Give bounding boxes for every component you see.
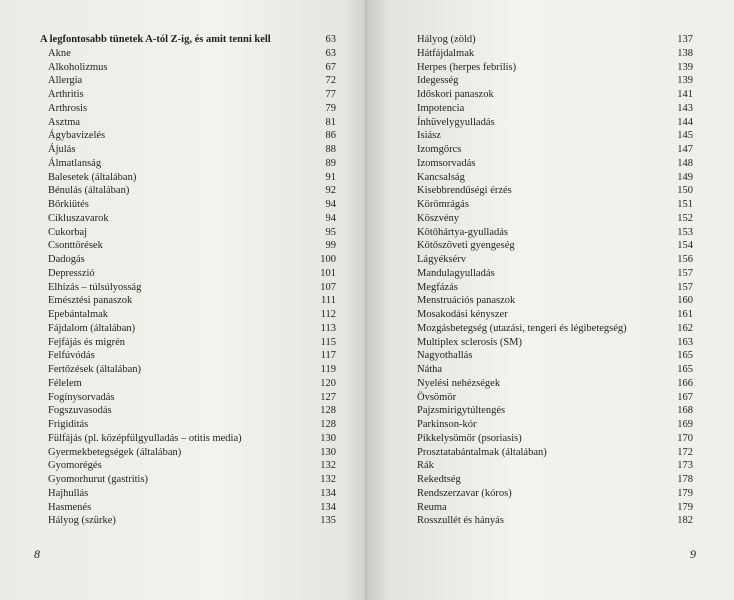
page-number-left: 8 [34,547,40,561]
entry-title: Mosakodási kényszer [417,309,508,320]
contents-entry [417,404,693,418]
entry-title: Multiplex sclerosis (SM) [417,336,522,348]
entry-page-number: 79 [325,102,336,114]
contents-entry [40,184,336,198]
entry-title: Emésztési panaszok [48,295,133,307]
entry-page-number: 130 [320,446,336,458]
contents-entry [40,226,336,240]
entry-page-number: 137 [677,34,693,45]
contents-entry [417,349,693,363]
entry-page-number: 138 [677,47,693,59]
contents-entry [417,102,693,116]
entry-page-number: 63 [325,47,336,59]
contents-entry [40,102,336,116]
contents-entry [417,184,693,198]
contents-entry [40,198,336,212]
entry-page-number: 95 [325,226,336,238]
entry-page-number: 120 [320,377,336,389]
entry-page-number: 152 [677,212,693,224]
entry-title: Fogszuvasodás [48,405,112,417]
entry-title: Izomgörcs [417,144,462,155]
contents-entry [417,363,693,377]
contents-entry [40,47,336,61]
contents-entry [417,212,693,226]
contents-entry [40,391,336,405]
contents-entry [40,418,336,432]
entry-title: Kisebbrendűségi érzés [417,185,512,197]
contents-heading [40,33,336,47]
contents-entry [417,116,693,130]
entry-page-number: 144 [677,116,693,128]
entry-page-number: 139 [677,61,693,73]
contents-entry [40,363,336,377]
contents-entry [40,239,336,253]
contents-entry [40,143,336,157]
entry-page-number: 130 [320,432,336,444]
entry-page-number: 145 [677,130,693,142]
contents-entry [40,294,336,308]
entry-page-number: 92 [325,185,336,197]
contents-entry [417,198,693,212]
contents-entry [417,239,693,253]
entry-page-number: 165 [677,364,693,375]
entry-page-number: 179 [677,501,693,513]
entry-page-number: 134 [320,487,336,499]
entry-page-number: 169 [677,419,693,430]
contents-entry [417,74,693,88]
contents-entry [417,336,693,350]
entry-page-number: 86 [325,130,336,142]
entry-page-number: 115 [320,336,336,348]
entry-title: Hasmenés [48,501,92,513]
entry-title: Balesetek (általában) [48,171,137,183]
entry-title: Fejfájás és migrén [48,336,125,348]
entry-title: Ágybavizelés [48,130,106,142]
contents-entry [417,377,693,391]
entry-page-number: 173 [677,460,693,472]
contents-entry [417,226,693,240]
entry-title: Hályog (szürke) [48,515,116,527]
entry-title: Hajhullás [48,487,89,499]
entry-title: Mandulagyulladás [417,267,495,279]
entry-title: Félelem [48,377,82,389]
entry-title: Rosszullét és hányás [417,515,504,527]
entry-title: Bőrkiütés [48,199,89,210]
entry-page-number: 77 [325,89,336,100]
entry-page-number: 135 [320,515,336,527]
entry-title: Fülfájás (pl. középfülgyulladás – otitis media) [48,432,242,444]
entry-page-number: 167 [677,391,693,403]
entry-page-number: 99 [325,240,336,252]
contents-entry [417,33,693,47]
entry-title: Időskori panaszok [417,89,494,100]
contents-entry [40,349,336,363]
entry-page-number: 101 [320,267,336,279]
entry-page-number: 94 [325,199,336,210]
right-contents-list [417,33,693,528]
contents-entry [417,322,693,336]
entry-title: Rekedtség [417,474,461,485]
entry-title: Lágyéksérv [417,254,466,265]
contents-entry [417,267,693,281]
entry-page-number: 153 [677,226,693,238]
contents-entry [40,61,336,75]
contents-entry [40,377,336,391]
entry-title: Arthrosis [48,102,88,114]
heading-page: 63 [325,34,336,45]
entry-title: Cikluszavarok [48,212,109,224]
contents-entry [417,487,693,501]
entry-title: Epebántalmak [48,309,109,320]
contents-entry [40,129,336,143]
contents-entry [40,308,336,322]
entry-title: Dadogás [48,254,85,265]
entry-title: Rák [417,460,434,472]
entry-title: Elhízás – túlsúlyosság [48,281,142,293]
entry-title: Ínhüvelygyulladás [417,116,495,128]
left-contents-list [40,33,336,528]
entry-title: Ájulás [48,144,76,155]
entry-page-number: 154 [677,240,693,252]
contents-entry [417,391,693,405]
entry-title: Nátha [417,364,443,375]
entry-title: Allergia [48,75,83,87]
entry-page-number: 127 [320,391,336,403]
entry-title: Arthritis [48,89,84,100]
entry-title: Idegesség [417,75,459,87]
entry-title: Pikkelysömör (psoriasis) [417,432,522,444]
entry-title: Menstruációs panaszok [417,295,516,307]
entry-page-number: 113 [320,322,336,334]
entry-page-number: 172 [677,446,693,458]
contents-entry [417,514,693,528]
entry-page-number: 147 [677,144,693,155]
contents-entry [40,404,336,418]
contents-entry [40,459,336,473]
entry-page-number: 112 [320,309,336,320]
entry-title: Reuma [417,501,447,513]
entry-page-number: 132 [320,460,336,472]
contents-entry [417,281,693,295]
contents-entry [417,418,693,432]
entry-page-number: 94 [325,212,336,224]
contents-entry [40,501,336,515]
entry-title: Cukorbaj [48,226,88,238]
entry-page-number: 148 [677,157,693,169]
contents-entry [40,116,336,130]
entry-page-number: 156 [677,254,693,265]
entry-title: Mozgásbetegség (utazási, tengeri és légibetegség) [417,322,627,334]
entry-page-number: 157 [677,281,693,293]
entry-page-number: 163 [677,336,693,348]
entry-page-number: 128 [320,419,336,430]
entry-title: Izomsorvadás [417,157,476,169]
entry-title: Álmatlanság [48,157,102,169]
contents-entry [417,501,693,515]
entry-page-number: 157 [677,267,693,279]
contents-entry [40,336,336,350]
contents-entry [417,171,693,185]
entry-title: Megfázás [417,281,458,293]
right-page [367,0,734,600]
entry-page-number: 161 [677,309,693,320]
contents-entry [417,88,693,102]
entry-page-number: 165 [677,350,693,362]
entry-page-number: 67 [325,61,336,73]
entry-page-number: 117 [320,350,336,362]
contents-entry [40,267,336,281]
entry-page-number: 141 [677,89,693,100]
contents-entry [40,74,336,88]
entry-title: Körömrágás [417,199,469,210]
entry-page-number: 132 [320,474,336,485]
contents-entry [40,212,336,226]
entry-page-number: 178 [677,474,693,485]
entry-page-number: 89 [325,157,336,169]
entry-page-number: 88 [325,144,336,155]
entry-title: Pajzsmirigytúltengés [417,405,506,417]
contents-entry [40,446,336,460]
contents-entry [417,473,693,487]
contents-entry [417,432,693,446]
entry-title: Frigiditás [48,419,89,430]
entry-title: Fertőzések (általában) [48,364,141,375]
contents-entry [417,294,693,308]
entry-page-number: 149 [677,171,693,183]
entry-title: Bénulás (általában) [48,185,130,197]
entry-page-number: 160 [677,295,693,307]
entry-page-number: 111 [321,295,336,307]
entry-page-number: 72 [325,75,336,87]
entry-title: Parkinson-kór [417,419,477,430]
entry-title: Gyomorégés [48,460,102,472]
entry-page-number: 139 [677,75,693,87]
contents-entry [40,514,336,528]
entry-title: Nyelési nehézségek [417,377,501,389]
contents-entry [417,47,693,61]
entry-title: Hályog (zöld) [417,34,476,45]
entry-title: Depresszió [48,267,95,279]
entry-page-number: 128 [320,405,336,417]
entry-page-number: 182 [677,515,693,527]
entry-title: Rendszerzavar (kóros) [417,487,512,499]
entry-page-number: 170 [677,432,693,444]
contents-entry [40,253,336,267]
page-number-right: 9 [690,547,696,561]
contents-entry [40,171,336,185]
entry-title: Kancsalság [417,171,465,183]
entry-title: Prosztatabántalmak (általában) [417,446,547,458]
entry-title: Csonttörések [48,240,103,252]
contents-entry [417,459,693,473]
entry-title: Gyomorhurut (gastritis) [48,474,149,485]
entry-page-number: 168 [677,405,693,417]
entry-page-number: 119 [320,364,336,375]
entry-page-number: 107 [320,281,336,293]
entry-title: Fogínysorvadás [48,391,115,403]
entry-title: Isiász [417,130,441,142]
contents-entry [417,446,693,460]
entry-title: Impotencia [417,102,465,114]
entry-page-number: 179 [677,487,693,499]
entry-page-number: 134 [320,501,336,513]
entry-title: Hátfájdalmak [417,47,475,59]
contents-entry [40,281,336,295]
entry-title: Kötőhártya-gyulladás [417,226,508,238]
entry-page-number: 151 [677,199,693,210]
entry-title: Herpes (herpes febrilis) [417,61,517,73]
entry-page-number: 143 [677,102,693,114]
contents-entry [417,253,693,267]
entry-title: Övsömör [417,391,457,403]
entry-title: Alkoholizmus [48,61,108,73]
entry-title: Fájdalom (általában) [48,322,136,334]
entry-title: Nagyothallás [417,350,473,362]
entry-page-number: 162 [677,322,693,334]
entry-page-number: 100 [320,254,336,265]
entry-title: Felfúvódás [48,350,95,362]
contents-entry [40,157,336,171]
entry-page-number: 166 [677,377,693,389]
contents-entry [417,157,693,171]
entry-title: Köszvény [417,212,459,224]
contents-entry [417,143,693,157]
heading-title: A legfontosabb tünetek A-tól Z-ig, és amit tenni kell [40,34,271,45]
contents-entry [417,129,693,143]
contents-entry [40,322,336,336]
entry-title: Akne [48,47,71,59]
contents-entry [40,473,336,487]
entry-page-number: 91 [325,171,336,183]
contents-entry [40,487,336,501]
contents-entry [40,432,336,446]
contents-entry [417,308,693,322]
entry-title: Gyermekbetegségek (általában) [48,446,182,458]
entry-page-number: 81 [325,116,336,128]
contents-entry [40,88,336,102]
entry-page-number: 150 [677,185,693,197]
contents-entry [417,61,693,75]
entry-title: Kötőszöveti gyengeség [417,240,515,252]
entry-title: Asztma [48,116,81,128]
